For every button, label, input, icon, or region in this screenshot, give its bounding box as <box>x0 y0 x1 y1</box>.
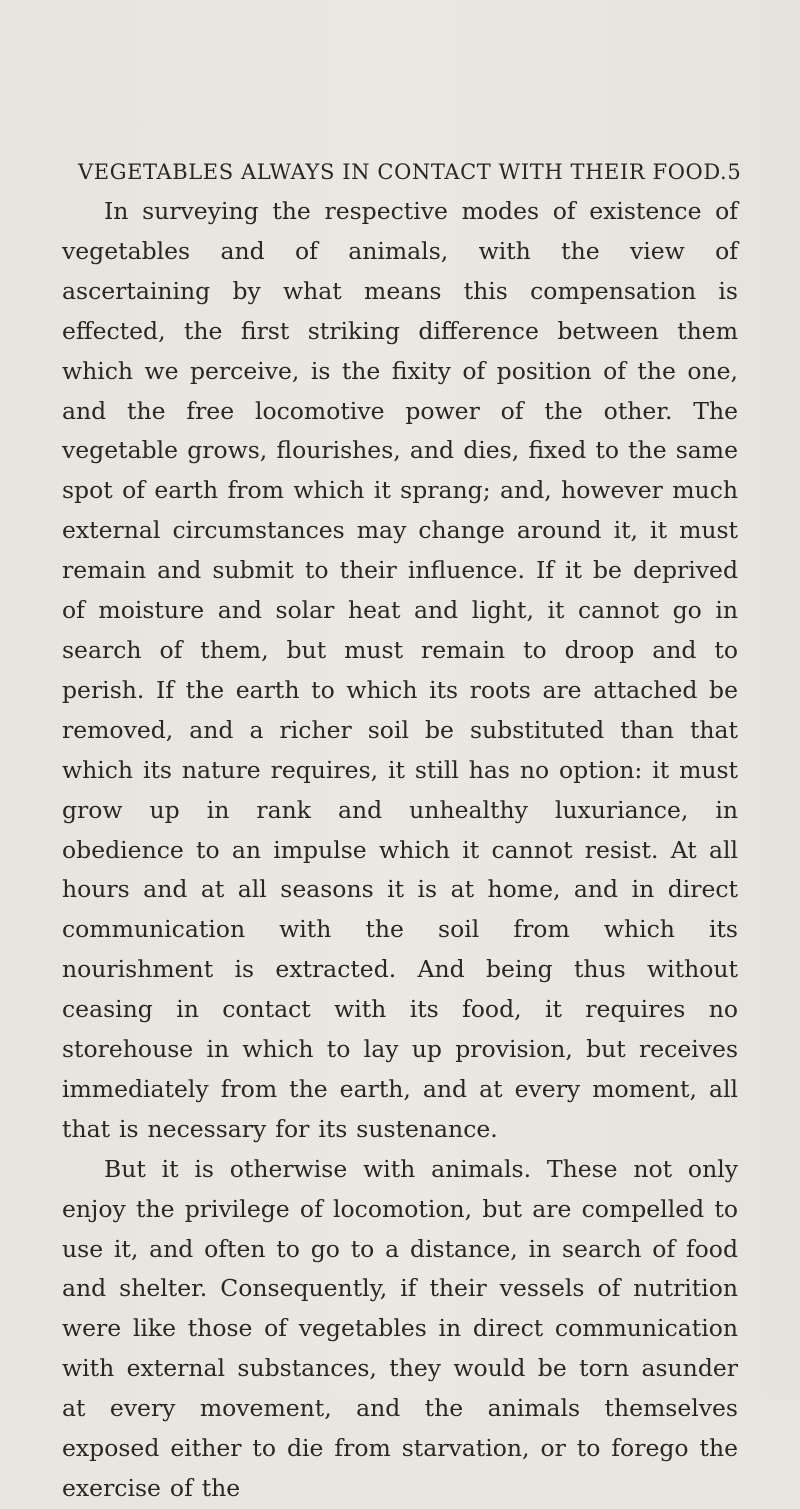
running-head <box>78 160 742 184</box>
page-number: 5 <box>727 160 742 184</box>
running-title: VEGETABLES ALWAYS IN CONTACT WITH THEIR FOOD. <box>78 160 728 184</box>
paragraph-1: In surveying the respective modes of existence of vegetables and of animals, with the view of ascertaining by what means this compensation is effected, the first striking difference between them which we perceive, is the fixity of position of the one, and the free locomotive power of the other. The vegetable grows, flourishes, and dies, fixed to the same spot of earth from which it sprang; and, however much external circumstances may change around it, it must remain and submit to their influence. If it be deprived of moisture and solar heat and light, it cannot go in search of them, but must remain to droop and to perish. If the earth to which its roots are attached be removed, and a richer soil be substituted than that which its nature requires, it still has no option: it must grow up in rank and unhealthy luxuriance, in obedience to an impulse which it cannot resist. At all hours and at all seasons it is at home, and in direct communication with the soil from which its nourishment is extracted. And being thus without ceasing in contact with its food, it requires no storehouse in which to lay up provision, but receives immediately from the earth, and at every moment, all that is necessary for its sustenance. <box>62 197 738 1143</box>
paragraph-2: But it is otherwise with animals. These not only enjoy the privilege of locomotion, but are compelled to use it, and often to go to a distance, in search of food and shelter. Consequently, if their vessels of nutrition were like those of vegetables in direct communication with external substances, they would be torn asunder at every movement, and the animals themselves exposed either to die from starvation, or to forego the exercise of the <box>62 1154 738 1502</box>
body-text <box>62 192 738 1509</box>
